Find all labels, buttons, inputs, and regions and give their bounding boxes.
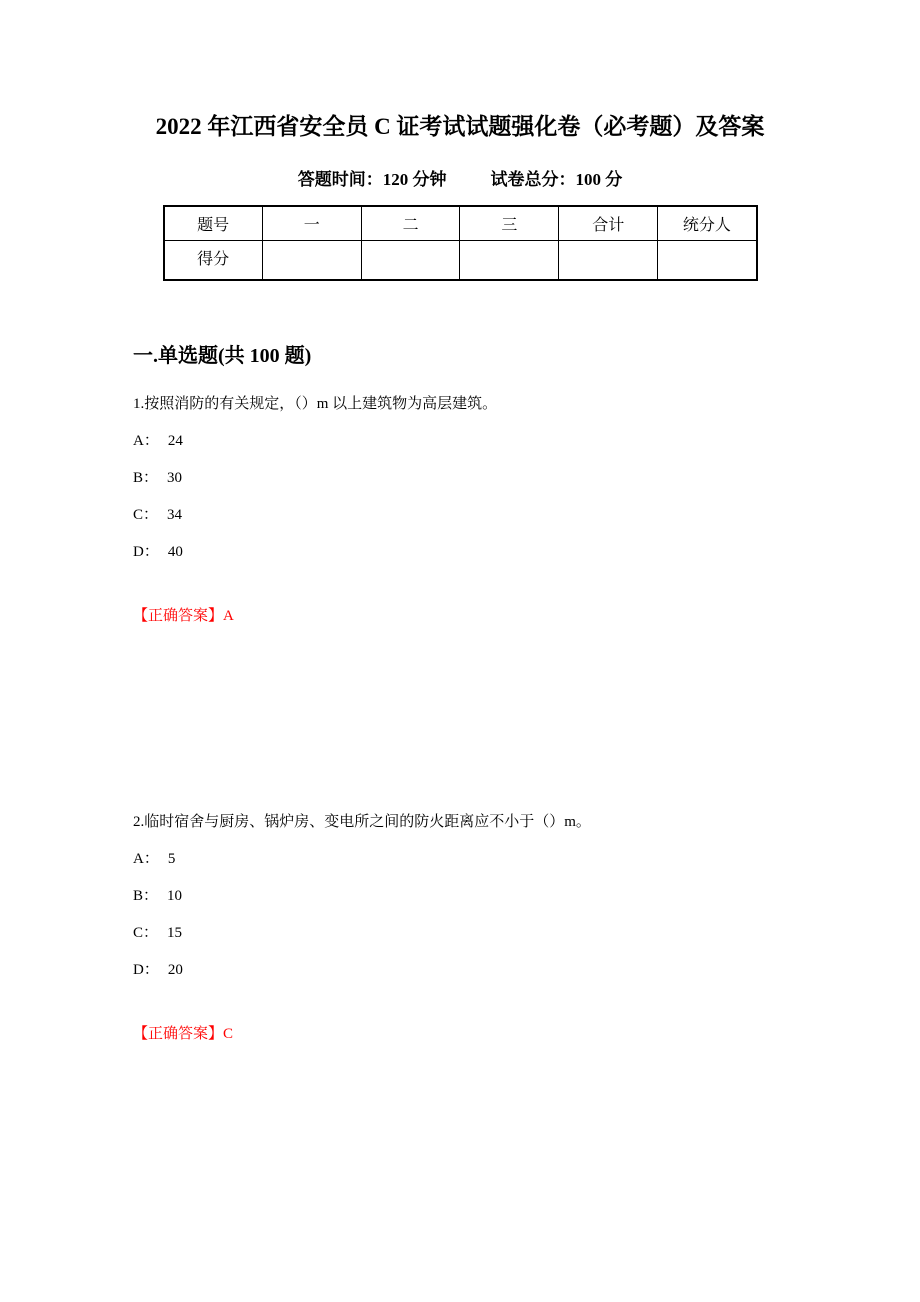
header-cell-total: 合计 bbox=[559, 206, 658, 240]
option-label: A： bbox=[133, 433, 159, 449]
answer-value: C bbox=[223, 1026, 234, 1042]
option-label: D： bbox=[133, 962, 159, 978]
option-label: A： bbox=[133, 851, 159, 867]
option-label: D： bbox=[133, 544, 159, 560]
answer-value: A bbox=[223, 608, 234, 624]
option-label: C： bbox=[133, 507, 159, 523]
answer-time-label: 答题时间：120 分钟 bbox=[297, 170, 447, 189]
header-cell-question-number: 题号 bbox=[164, 206, 263, 240]
option-value: 30 bbox=[167, 470, 183, 486]
exam-meta bbox=[0, 169, 920, 191]
score-table-score-row bbox=[164, 240, 757, 280]
question-2 bbox=[133, 787, 920, 1044]
option-c bbox=[133, 506, 920, 525]
option-c bbox=[133, 924, 920, 943]
option-b bbox=[133, 469, 920, 488]
option-value: 34 bbox=[167, 507, 183, 523]
option-d bbox=[133, 961, 920, 980]
option-d bbox=[133, 543, 920, 562]
total-score-label: 试卷总分：100 分 bbox=[490, 170, 623, 189]
header-cell-scorer: 统分人 bbox=[658, 206, 757, 240]
option-value: 5 bbox=[167, 851, 176, 867]
section-heading: 一.单选题(共 100 题) bbox=[133, 345, 312, 367]
option-label: B： bbox=[133, 888, 159, 904]
score-cell-empty bbox=[361, 240, 460, 280]
score-table bbox=[163, 205, 758, 281]
correct-answer-line bbox=[133, 1025, 920, 1044]
score-table-header-row bbox=[164, 206, 757, 240]
option-a bbox=[133, 850, 920, 869]
option-value: 15 bbox=[167, 925, 183, 941]
option-b bbox=[133, 887, 920, 906]
option-label: B： bbox=[133, 470, 159, 486]
page-title: 2022 年江西省安全员 C 证考试试题强化卷（必考题）及答案 bbox=[155, 114, 765, 139]
header-cell-part-one: 一 bbox=[262, 206, 361, 240]
answer-prefix: 【正确答案】 bbox=[133, 608, 224, 624]
header-cell-part-two: 二 bbox=[361, 206, 460, 240]
question-1 bbox=[133, 369, 920, 626]
score-row-label-cell: 得分 bbox=[164, 240, 263, 280]
answer-prefix: 【正确答案】 bbox=[133, 1026, 224, 1042]
option-value: 20 bbox=[167, 962, 183, 978]
option-label: C： bbox=[133, 925, 159, 941]
correct-answer-line bbox=[133, 607, 920, 626]
option-value: 10 bbox=[167, 888, 183, 904]
option-value: 40 bbox=[167, 544, 183, 560]
score-cell-empty bbox=[559, 240, 658, 280]
score-cell-empty bbox=[658, 240, 757, 280]
option-value: 24 bbox=[167, 433, 183, 449]
header-cell-part-three: 三 bbox=[460, 206, 559, 240]
score-cell-empty bbox=[262, 240, 361, 280]
question-text: 1.按照消防的有关规定，（）m 以上建筑物为高层建筑。 bbox=[133, 396, 498, 412]
score-cell-empty bbox=[460, 240, 559, 280]
option-a bbox=[133, 432, 920, 451]
question-text: 2.临时宿舍与厨房、锅炉房、变电所之间的防火距离应不小于（）m。 bbox=[133, 814, 591, 830]
